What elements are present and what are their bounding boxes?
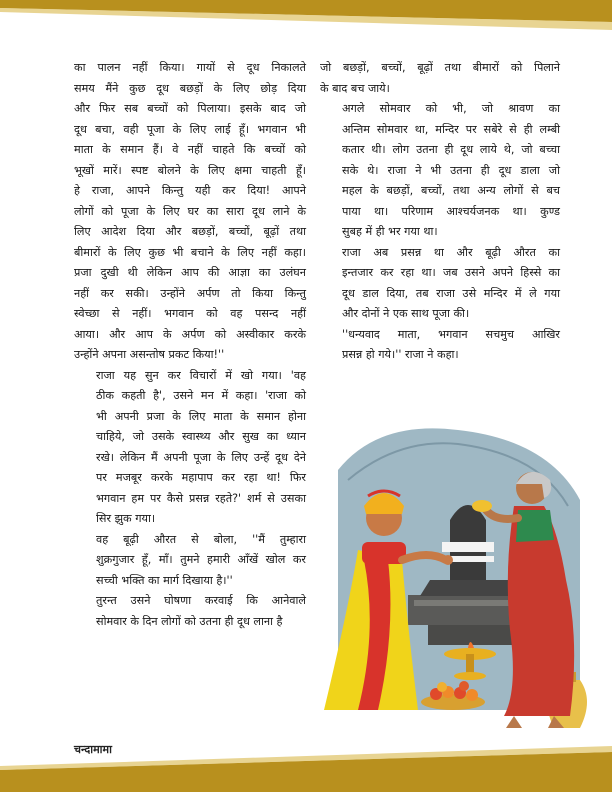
paragraph — [320, 99, 560, 243]
text-line: सके थे। राजा ने भी उतना ही दूध डाला जो — [342, 163, 560, 177]
text-line: अगले सोमवार को भी, जो श्रावण का — [342, 102, 560, 115]
text-line: दूध बचा, वही पूजा के लिए लाई हूँ। भगवान भी — [74, 122, 306, 136]
text-line: महल के बछड़ों, बच्चों, तथा अन्य लोगों से बच — [342, 184, 560, 197]
text-line: माता के समान हैं। वे नहीं चाहते कि बच्चों को — [74, 143, 306, 156]
text-line: प्रजा दुखी थी लेकिन आप की आज्ञा का उलंघन — [74, 266, 306, 279]
text-line: पर मजबूर करके महापाप कर रहा था! फिर — [96, 471, 306, 484]
text-line: सोमवार के दिन लोगों को उतना ही दूध लाना है — [96, 614, 283, 628]
paragraph — [74, 366, 306, 530]
paragraph — [74, 530, 306, 592]
paragraph — [320, 325, 560, 366]
text-line: बीमारों के लिए कुछ भी बचाने के लिए नहीं कहा। — [74, 245, 306, 259]
text-line: प्रसन्न हो गये।'' राजा ने कहा। — [342, 348, 459, 361]
text-line: राजा यह सुन कर विचारों में खो गया। 'वह — [96, 368, 306, 382]
text-line: दूध डाल दिया, तब राजा उसे मन्दिर में ले गया — [342, 286, 560, 300]
text-line: और दोनों ने एक साथ पूजा की। — [342, 307, 470, 320]
text-line: के बाद बच जाये। — [320, 81, 390, 95]
text-line: पाया था। परिणाम आश्चर्यजनक था। कुण्ड — [342, 204, 560, 218]
text-line: और फिर सब बच्चों को पिलाया। इसके बाद जो — [74, 102, 306, 115]
paragraph — [320, 243, 560, 325]
text-line: अन्तिम सोमवार था, मन्दिर पर सबेरे से ही लम्बी — [342, 122, 560, 136]
paragraph — [320, 58, 560, 99]
text-line: नहीं कर सकी। उन्होंने अर्पण तो किया किन्तु — [74, 286, 306, 300]
text-line: सच्ची भक्ति का मार्ग दिखाया है।'' — [96, 573, 233, 587]
text-line: सुबह में ही भर गया था। — [342, 225, 438, 238]
text-line: आया। और आप के अर्पण को अस्वीकार करके — [74, 327, 306, 341]
right-text-column — [320, 58, 560, 366]
left-text-column — [74, 58, 306, 632]
text-line: भूखों मारें। स्पष्ट बोलने के लिए क्षमा चाहती हूँ। — [74, 163, 306, 177]
text-line: कतार थी। लोग उतना ही दूध लाये थे, जो बच्चा — [342, 143, 560, 156]
text-line: ''धन्यवाद माता, भगवान सचमुच आखिर — [342, 327, 560, 341]
text-line: जो बछड़ों, बच्चों, बूढ़ों तथा बीमारों को पिलाने — [320, 61, 560, 74]
text-line: ठीक कहती है', उसने मन में कहा। 'राजा को — [96, 389, 306, 402]
magazine-footer: चन्दामामा — [74, 743, 112, 756]
paragraph — [74, 58, 306, 366]
text-line: राजा अब प्रसन्न था और बूढ़ी औरत का — [342, 245, 560, 259]
text-line: रखे। लेकिन मैं अपनी पूजा के लिए उन्हें दूध देने — [96, 450, 306, 464]
paragraph — [74, 591, 306, 632]
text-line: भी अपनी प्रजा के लिए माता के समान होना — [96, 409, 306, 423]
text-line: उन्होंने अपना असन्तोष प्रकट किया!'' — [74, 348, 225, 361]
text-line: का पालन नहीं किया। गायों से दूध निकालते — [74, 61, 306, 74]
text-line: स्वेच्छा से नहीं। भगवान को वह पसन्द नहीं — [74, 307, 306, 320]
text-line: तुरन्त उसने घोषणा करवाई कि आनेवाले — [96, 594, 306, 607]
text-line: चाहिये, जो उसके स्वास्थ्य और सुख का ध्यान — [96, 430, 306, 443]
text-line: समय मैंने कुछ दूध बछड़ों के लिए छोड़ दिया — [74, 81, 306, 95]
text-line: सिर झुक गया। — [96, 512, 156, 525]
text-line: वह बूढ़ी औरत से बोला, ''मैं तुम्हारा — [96, 532, 306, 546]
text-line: लिए आदेश दिया और बछड़ों, बच्चों, बूढ़ों तथा — [74, 225, 306, 238]
text-line: शुक्रगुजार हूँ, माँ। तुमने हमारी आँखें खोल कर — [96, 553, 306, 566]
text-line: इन्तजार कर रहा था। जब उसने अपने हिस्से का — [342, 266, 560, 279]
text-line: हे राजा, आपने किन्तु यही कर दिया! आपने — [74, 184, 306, 197]
text-line: लोगों को पूजा के लिए घर का सारा दूध लाने के — [74, 204, 306, 218]
top-decorative-band — [0, 0, 612, 48]
text-line: भगवान हम पर कैसे प्रसन्न रहते?' शर्म से उसका — [96, 491, 306, 505]
story-illustration — [318, 410, 590, 740]
